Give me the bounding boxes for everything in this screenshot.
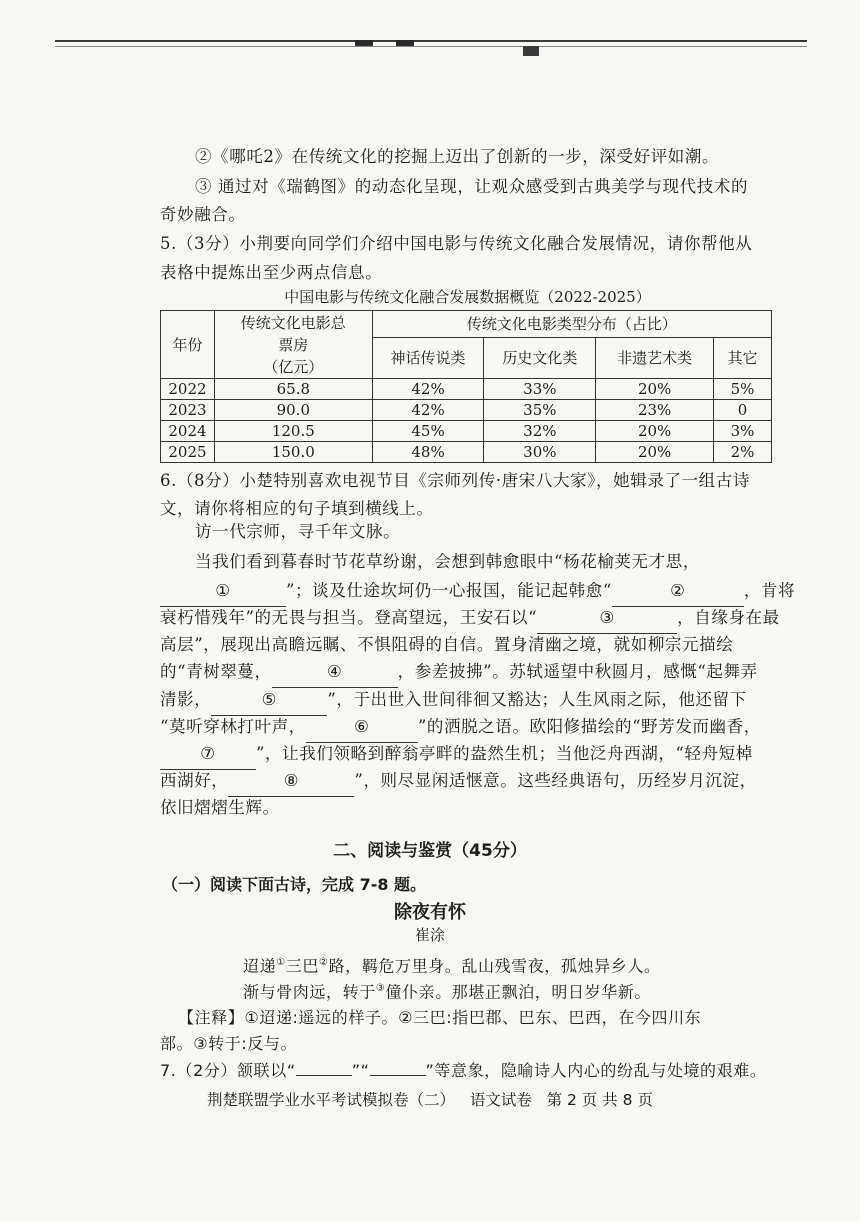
- cell-other: 5%: [714, 379, 772, 400]
- header-history: 历史文化类: [484, 338, 596, 379]
- item-3-line2: 奇妙融合。: [160, 205, 246, 224]
- cell-other: 3%: [714, 421, 772, 442]
- passage-text: 衰朽惜残年”的无畏与担当。登高望远，王安石以“: [160, 608, 538, 627]
- section-title: 二、阅读与鉴赏（45分）: [333, 841, 527, 861]
- cell-history: 33%: [484, 379, 596, 400]
- passage-text: ，参差披拂”。苏轼遥望中秋圆月，感慨“起舞弄: [397, 662, 758, 681]
- blank-q7-1[interactable]: [296, 1075, 352, 1076]
- cell-other: 0: [714, 400, 772, 421]
- passage-text: ”，则尽显闲适惬意。这些经典语句，历经岁月沉淀，: [354, 771, 757, 790]
- data-table: [160, 310, 772, 463]
- poem-text: 路，羁危万里身。乱山残雪夜，孤烛异乡人。: [328, 956, 661, 976]
- cell-myth: 48%: [372, 442, 484, 463]
- question-6-subtitle: 访一代宗师，寻千年文脉。: [195, 522, 401, 541]
- passage-line: 高层”，展现出高瞻远瞩、不惧阻碍的自信。置身清幽之境，就如柳宗元描绘: [160, 635, 734, 654]
- question-5-line2: 表格中提炼出至少两点信息。: [160, 263, 383, 282]
- header-tick: [355, 40, 373, 46]
- blank-3[interactable]: ③: [537, 603, 677, 634]
- subsection-title: （一）阅读下面古诗，完成 7-8 题。: [162, 875, 427, 894]
- cell-box: 90.0: [214, 400, 372, 421]
- poem-text: 三巴: [285, 956, 319, 976]
- header-other: 其它: [714, 338, 772, 379]
- cell-myth: 42%: [372, 400, 484, 421]
- blank-4[interactable]: ④: [272, 657, 398, 688]
- passage-text: ，自缘身在最: [677, 608, 780, 627]
- cell-history: 35%: [484, 400, 596, 421]
- cell-heritage: 20%: [596, 379, 714, 400]
- table-row: [161, 400, 772, 421]
- table-row: [161, 379, 772, 400]
- passage-text: 的“青树翠蔓，: [160, 662, 272, 681]
- header-box-office-l2: 票房: [278, 335, 309, 354]
- passage-text: ，肯将: [743, 581, 796, 600]
- cell-myth: 45%: [372, 421, 484, 442]
- blank-8[interactable]: ⑧: [228, 766, 354, 797]
- poem-note-line2: 部。③转于:反与。: [160, 1034, 298, 1053]
- passage-line: [160, 657, 758, 688]
- table-title: 中国电影与传统文化融合发展数据概览（2022-2025）: [284, 288, 651, 306]
- cell-year: 2023: [161, 400, 215, 421]
- cell-year: 2024: [161, 421, 215, 442]
- cell-other: 2%: [714, 442, 772, 463]
- cell-year: 2025: [161, 442, 215, 463]
- cell-year: 2022: [161, 379, 215, 400]
- note-ref: ①: [276, 957, 286, 968]
- passage-text: ”；谈及仕途坎坷仍一心报国，能记起韩愈“: [286, 581, 612, 600]
- poem-line-2: [243, 976, 651, 1005]
- cell-box: 65.8: [214, 379, 372, 400]
- header-box-office-l1: 传统文化电影总: [240, 313, 346, 332]
- blank-6[interactable]: ⑥: [306, 712, 418, 743]
- question-7: [160, 1058, 766, 1084]
- poem-title: 除夜有怀: [394, 902, 466, 923]
- blank-q7-2[interactable]: [370, 1075, 426, 1076]
- blank-7[interactable]: ⑦: [160, 739, 256, 770]
- blank-5[interactable]: ⑤: [211, 685, 327, 716]
- cell-history: 32%: [484, 421, 596, 442]
- header-myth: 神话传说类: [372, 338, 484, 379]
- question-6-line2: 文，请你将相应的句子填到横线上。: [160, 499, 434, 518]
- cell-box: 150.0: [214, 442, 372, 463]
- passage-line: 依旧熠熠生辉。: [160, 798, 280, 817]
- q7-text: ”等意象，隐喻诗人内心的纷乱与处境的艰难。: [425, 1061, 767, 1080]
- header-rule: [55, 40, 807, 42]
- poem-note-line1: 【注释】①迢递:遥远的样子。②三巴:指巴郡、巴东、巴西，在今四川东: [178, 1008, 702, 1027]
- passage-text: ”，于出世入世间徘徊又豁达；人生风雨之际，他还留下: [327, 690, 747, 709]
- passage-text: ”，让我们领略到醉翁亭畔的盎然生机；当他泛舟西湖，“轻舟短棹: [256, 744, 753, 763]
- poem-text: 渐与骨肉远，转于: [243, 982, 376, 1002]
- cell-history: 30%: [484, 442, 596, 463]
- passage-text: 西湖好，: [160, 771, 229, 790]
- header-tick: [396, 40, 414, 46]
- header-distribution: 传统文化电影类型分布（占比）: [372, 311, 771, 338]
- note-ref: ②: [318, 957, 329, 968]
- note-ref: ③: [375, 983, 386, 994]
- question-5-line1: 5.（3分）小荆要向同学们介绍中国电影与传统文化融合发展情况，请你帮他从: [160, 234, 753, 253]
- header-year: 年份: [161, 311, 215, 379]
- poem-text: 僮仆亲。那堪正飘泊，明日岁华新。: [385, 982, 651, 1002]
- item-3-line1: ③ 通过对《瑞鹤图》的动态化呈现，让观众感受到古典美学与现代技术的: [195, 177, 749, 196]
- header-box-office-l3: （亿元）: [263, 357, 324, 376]
- page-footer: 荆楚联盟学业水平考试模拟卷（二） 语文试卷 第 2 页 共 8 页: [207, 1091, 653, 1109]
- cell-box: 120.5: [214, 421, 372, 442]
- header-box-office: [214, 311, 372, 379]
- blank-2[interactable]: ②: [612, 576, 744, 607]
- passage-line: 当我们看到暮春时节花草纷谢，会想到韩愈眼中“杨花榆荚无才思，: [195, 552, 700, 571]
- poem-text: 迢递: [243, 956, 277, 976]
- page-mark: [523, 46, 539, 56]
- item-2: ②《哪吒2》在传统文化的挖掘上迈出了创新的一步，深受好评如潮。: [195, 147, 720, 166]
- header-heritage: 非遗艺术类: [596, 338, 714, 379]
- blank-1[interactable]: ①: [160, 576, 286, 607]
- passage-text: ”的洒脱之语。欧阳修描绘的“野芳发而幽香，: [417, 717, 761, 736]
- q7-text: 7.（2分）颔联以“: [160, 1061, 296, 1080]
- passage-text: 清影，: [160, 690, 212, 709]
- question-6-line1: 6.（8分）小楚特别喜欢电视节目《宗师列传·唐宋八大家》，她辑录了一组古诗: [160, 471, 750, 490]
- table-row: [161, 442, 772, 463]
- cell-heritage: 23%: [596, 400, 714, 421]
- cell-heritage: 20%: [596, 442, 714, 463]
- header-rule-thin: [55, 46, 807, 47]
- table-row: [161, 421, 772, 442]
- cell-myth: 42%: [372, 379, 484, 400]
- passage-text: “莫听穿林打叶声，: [160, 717, 306, 736]
- q7-text: ”“: [351, 1061, 370, 1080]
- poem-author: 崔涂: [414, 926, 445, 944]
- cell-heritage: 20%: [596, 421, 714, 442]
- poem-line-1: [243, 950, 661, 979]
